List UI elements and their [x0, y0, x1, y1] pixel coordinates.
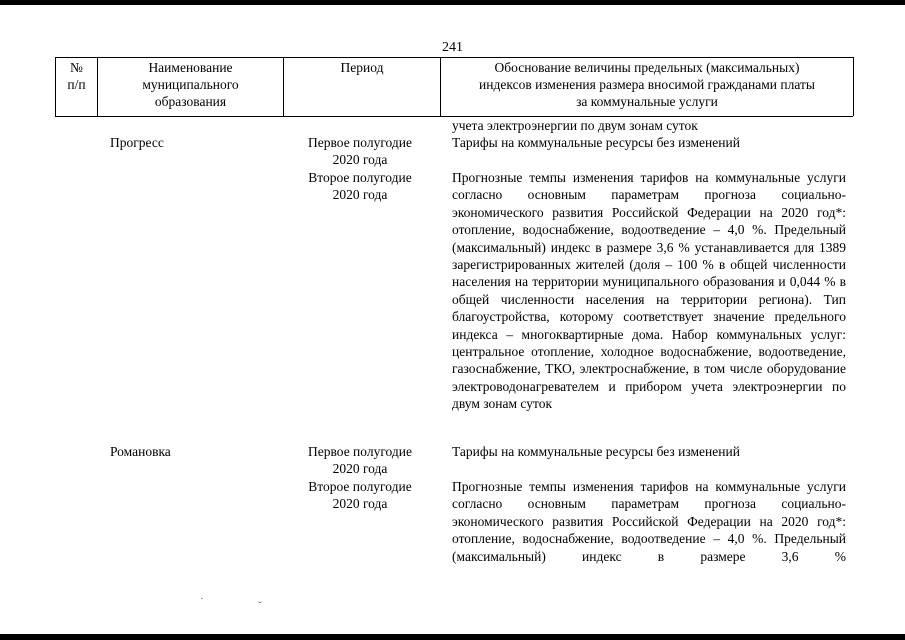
tariff-note: Тарифы на коммунальные ресурсы без изменений [452, 444, 740, 459]
page-number: 241 [442, 40, 463, 55]
table-border-right [853, 57, 854, 116]
period-first-half: Первое полугодие 2020 года [308, 135, 412, 168]
header-number: № п/п [67, 60, 86, 92]
period-second-half: Второе полугодие 2020 года [308, 170, 412, 203]
municipality-name: Романовка [110, 444, 171, 459]
tariff-note: Тарифы на коммунальные ресурсы без изменений [452, 135, 740, 150]
scan-bottom-border [0, 634, 905, 640]
scan-artifact: ˇ [258, 600, 262, 612]
municipality-name: Прогресс [110, 135, 164, 150]
period-second-half: Второе полугодие 2020 года [308, 479, 412, 512]
header-justification: Обоснование величины предельных (максимальных) индексов изменения размера вносимой гражданами платы за коммунальные услуги [479, 60, 815, 109]
continuation-text: учета электроэнергии по двум зонам суток [452, 118, 698, 133]
justification-paragraph: Прогнозные темпы изменения тарифов на коммунальные услуги согласно основным параметрам прогноза социально-экономического развития Российской Федерации на 2020 год*: отопление, водоснабжение, водоотведение – 4,0 %. Предельный (максимальный) индекс в размере 3,6 % [452, 479, 846, 564]
scan-artifact: ˙ [200, 596, 204, 608]
justification-paragraph: Прогнозные темпы изменения тарифов на коммунальные услуги согласно основным параметрам прогноза социально-экономического развития Российской Федерации на 2020 год*: отопление, водоснабжение, водоотведение – 4,0 %. Предельный (максимальный) индекс в размере 3,6 % устанавливается для 1389 зарегистрированных жителей (доля – 100 % в общей численности населения на территории муниципального образования и 0,044 % в общей численности населения на территории региона). Тип благоустройства, которому соответствует значение предельного индекса – многоквартирные дома. Набор коммунальных услуг: центральное отопление, холодное водоснабжение, водоотведение, газоснабжение, ТКО, электроснабжение, в том числе оборудование электроводонагревателем и прибором учета электроэнергии по двум зонам суток [452, 170, 846, 412]
header-period: Период [340, 60, 384, 75]
period-first-half: Первое полугодие 2020 года [308, 444, 412, 477]
scan-top-border [0, 0, 905, 5]
header-municipality: Наименование муниципального образования [142, 60, 239, 109]
